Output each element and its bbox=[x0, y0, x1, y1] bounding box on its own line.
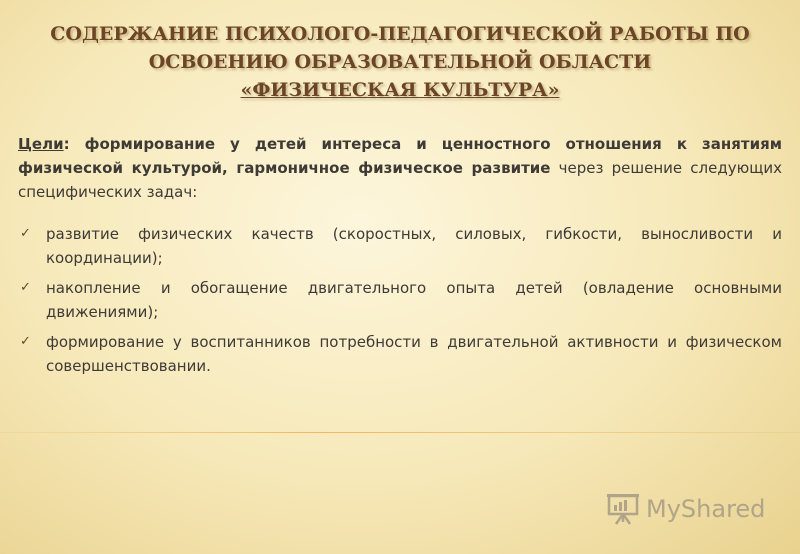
list-item bbox=[18, 330, 782, 378]
title-line-3: «ФИЗИЧЕСКАЯ КУЛЬТУРА» bbox=[240, 79, 560, 101]
goals-label: Цели bbox=[18, 135, 64, 153]
task-text: формирование у воспитанников потребности в двигательной активности и физическом совершенствовании. bbox=[46, 333, 782, 375]
slide-title bbox=[20, 20, 780, 104]
goals-bold-text: формирование у детей интереса и ценностного отношения к занятиям физической культурой, гармоничное физическое развитие bbox=[18, 135, 782, 177]
goals-paragraph bbox=[18, 132, 782, 204]
list-item bbox=[18, 276, 782, 324]
goals-colon: : bbox=[63, 135, 70, 153]
checkmark-icon: ✓ bbox=[20, 226, 31, 241]
checkmark-icon: ✓ bbox=[20, 280, 31, 295]
tasks-list bbox=[18, 222, 782, 378]
presentation-board-icon bbox=[606, 492, 640, 526]
task-text: накопление и обогащение двигательного опыта детей (овладение основными движениями); bbox=[46, 279, 782, 321]
title-line-2: ОСВОЕНИЮ ОБРАЗОВАТЕЛЬНОЙ ОБЛАСТИ bbox=[148, 51, 652, 73]
footer-divider bbox=[0, 432, 800, 433]
slide-content bbox=[18, 132, 782, 384]
logo-text: MyShared bbox=[646, 495, 766, 523]
title-line-1: СОДЕРЖАНИЕ ПСИХОЛОГО-ПЕДАГОГИЧЕСКОЙ РАБОТЫ ПО bbox=[50, 23, 750, 45]
myshared-logo[interactable] bbox=[606, 492, 765, 526]
list-item bbox=[18, 222, 782, 270]
goals-regular-text: через решение следующих специфических задач: bbox=[18, 159, 782, 201]
task-text: развитие физических качеств (скоростных, силовых, гибкости, выносливости и координации); bbox=[46, 225, 782, 267]
checkmark-icon: ✓ bbox=[20, 334, 31, 349]
